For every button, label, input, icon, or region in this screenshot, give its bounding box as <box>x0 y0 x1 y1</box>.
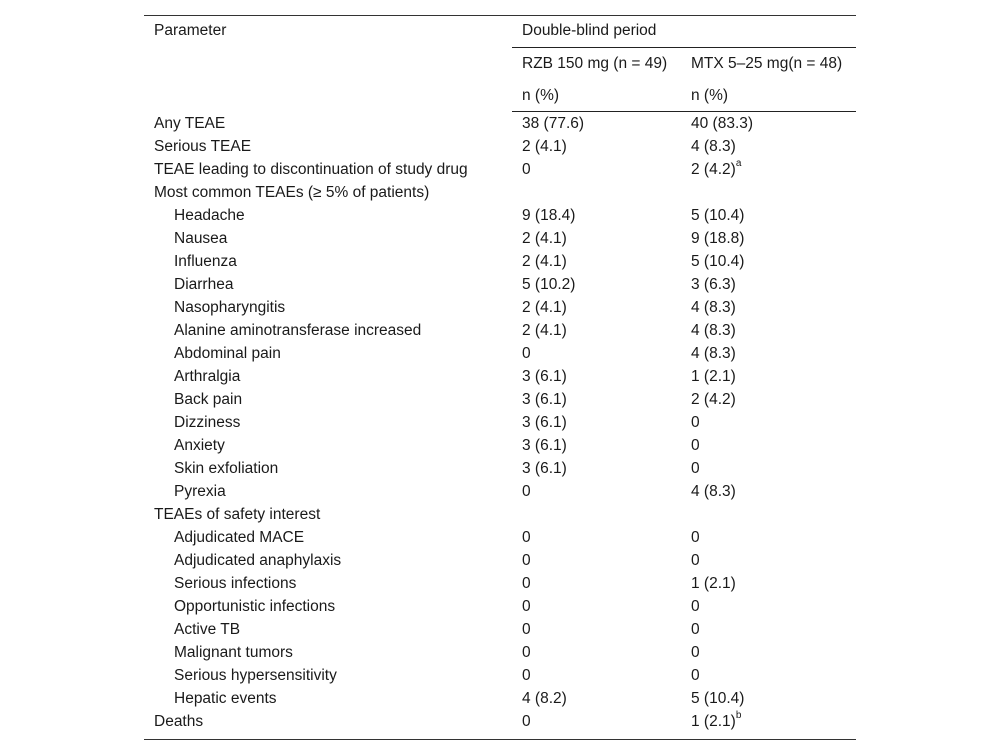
row-label: Any TEAE <box>154 115 226 132</box>
rzb-value: 0 <box>522 621 531 638</box>
rzb-value: 3 (6.1) <box>522 414 567 431</box>
mtx-cell <box>691 598 700 616</box>
table-row <box>144 414 856 437</box>
mtx-cell <box>691 483 736 501</box>
mtx-cell <box>691 644 700 662</box>
row-label: Active TB <box>174 621 241 638</box>
table-row <box>144 299 856 322</box>
mtx-value: 0 <box>691 460 700 477</box>
table-top-rule <box>144 15 856 16</box>
table-row <box>144 598 856 621</box>
row-label: Anxiety <box>174 437 225 454</box>
row-label: TEAE leading to discontinuation of study drug <box>154 161 468 178</box>
mtx-cell <box>691 322 736 340</box>
header-rzb-unit: n (%) <box>522 87 560 104</box>
row-label: Abdominal pain <box>174 345 281 362</box>
rzb-value: 3 (6.1) <box>522 437 567 454</box>
mtx-cell <box>691 690 744 708</box>
header-mtx-unit: n (%) <box>691 87 729 104</box>
rzb-value: 3 (6.1) <box>522 391 567 408</box>
table-row <box>144 345 856 368</box>
table-row <box>144 184 856 207</box>
header-mtx-column: MTX 5–25 mg(n = 48) <box>691 55 843 72</box>
rzb-value: 0 <box>522 529 531 546</box>
row-label: Serious TEAE <box>154 138 252 155</box>
rzb-value: 0 <box>522 713 531 730</box>
rzb-value: 2 (4.1) <box>522 230 567 247</box>
mtx-cell <box>691 437 700 455</box>
rzb-value: 38 (77.6) <box>522 115 585 132</box>
mtx-value: 9 (18.8) <box>691 230 745 247</box>
table-row <box>144 207 856 230</box>
rzb-value: 5 (10.2) <box>522 276 576 293</box>
row-label: TEAEs of safety interest <box>154 506 321 523</box>
table-row <box>144 506 856 529</box>
table-row <box>144 276 856 299</box>
rzb-value: 0 <box>522 552 531 569</box>
row-label: Diarrhea <box>174 276 234 293</box>
rzb-value: 2 (4.1) <box>522 253 567 270</box>
mtx-value: 1 (2.1) <box>691 575 736 592</box>
row-label: Back pain <box>174 391 243 408</box>
rzb-value: 0 <box>522 667 531 684</box>
mtx-value: 0 <box>691 552 700 569</box>
mtx-cell <box>691 529 700 547</box>
row-label: Influenza <box>174 253 237 270</box>
rzb-value: 0 <box>522 161 531 178</box>
header-rzb-column: RZB 150 mg (n = 49) <box>522 55 668 72</box>
rzb-value: 0 <box>522 598 531 615</box>
mtx-value: 4 (8.3) <box>691 483 736 500</box>
table-row <box>144 644 856 667</box>
rzb-value: 0 <box>522 483 531 500</box>
row-label: Nasopharyngitis <box>174 299 286 316</box>
mtx-cell <box>691 299 736 317</box>
table-row <box>144 575 856 598</box>
mtx-value: 0 <box>691 621 700 638</box>
mtx-value: 2 (4.2) <box>691 391 736 408</box>
footnote-marker: b <box>735 709 742 721</box>
table-row <box>144 483 856 506</box>
mtx-value: 3 (6.3) <box>691 276 736 293</box>
mtx-cell <box>691 253 744 271</box>
mtx-value: 0 <box>691 437 700 454</box>
rzb-value: 3 (6.1) <box>522 368 567 385</box>
table-row <box>144 460 856 483</box>
rzb-value: 0 <box>522 575 531 592</box>
mtx-cell <box>691 138 736 156</box>
mtx-cell <box>691 709 742 731</box>
mtx-value: 5 (10.4) <box>691 690 745 707</box>
rzb-value: 0 <box>522 644 531 661</box>
mtx-cell <box>691 460 700 478</box>
rzb-value: 4 (8.2) <box>522 690 567 707</box>
mtx-cell <box>691 621 700 639</box>
mtx-cell <box>691 368 736 386</box>
rzb-value: 2 (4.1) <box>522 322 567 339</box>
mtx-cell <box>691 115 753 133</box>
row-label: Hepatic events <box>174 690 277 707</box>
row-label: Opportunistic infections <box>174 598 336 615</box>
table-row <box>144 138 856 161</box>
mtx-value: 4 (8.3) <box>691 299 736 316</box>
rzb-value: 2 (4.1) <box>522 299 567 316</box>
header-bottom-rule <box>512 111 856 112</box>
row-label: Skin exfoliation <box>174 460 279 477</box>
mtx-cell <box>691 414 700 432</box>
row-label: Malignant tumors <box>174 644 293 661</box>
mtx-cell <box>691 157 742 179</box>
table-row <box>144 391 856 414</box>
row-label: Serious hypersensitivity <box>174 667 337 684</box>
table-row <box>144 253 856 276</box>
row-label: Adjudicated anaphylaxis <box>174 552 342 569</box>
mtx-value: 0 <box>691 644 700 661</box>
period-underline <box>512 47 856 48</box>
row-label: Most common TEAEs (≥ 5% of patients) <box>154 184 430 201</box>
mtx-value: 0 <box>691 667 700 684</box>
mtx-value: 1 (2.1) <box>691 368 736 385</box>
row-label: Pyrexia <box>174 483 226 500</box>
mtx-value: 2 (4.2) <box>691 161 736 178</box>
mtx-value: 4 (8.3) <box>691 322 736 339</box>
rzb-value: 0 <box>522 345 531 362</box>
row-label: Alanine aminotransferase increased <box>174 322 422 339</box>
row-label: Dizziness <box>174 414 241 431</box>
row-label: Serious infections <box>174 575 297 592</box>
rzb-value: 3 (6.1) <box>522 460 567 477</box>
table-bottom-rule <box>144 739 856 740</box>
mtx-value: 5 (10.4) <box>691 253 745 270</box>
table-row <box>144 230 856 253</box>
mtx-cell <box>691 230 744 248</box>
mtx-value: 0 <box>691 414 700 431</box>
table-row <box>144 552 856 575</box>
table-row <box>144 709 856 736</box>
mtx-cell <box>691 667 700 685</box>
table-row <box>144 322 856 345</box>
table-row <box>144 621 856 644</box>
rzb-value: 2 (4.1) <box>522 138 567 155</box>
mtx-value: 4 (8.3) <box>691 345 736 362</box>
table-row <box>144 529 856 552</box>
mtx-value: 5 (10.4) <box>691 207 745 224</box>
row-label: Headache <box>174 207 245 224</box>
mtx-cell <box>691 345 736 363</box>
header-period: Double-blind period <box>522 22 657 39</box>
mtx-value: 0 <box>691 598 700 615</box>
row-label: Arthralgia <box>174 368 241 385</box>
header-parameter: Parameter <box>154 22 227 39</box>
row-label: Nausea <box>174 230 228 247</box>
mtx-cell <box>691 207 744 225</box>
table-row <box>144 667 856 690</box>
row-label: Deaths <box>154 713 204 730</box>
mtx-cell <box>691 391 736 409</box>
row-label: Adjudicated MACE <box>174 529 305 546</box>
footnote-marker: a <box>735 157 742 169</box>
mtx-cell <box>691 276 736 294</box>
mtx-cell <box>691 552 700 570</box>
table-row <box>144 157 856 184</box>
rzb-value: 9 (18.4) <box>522 207 576 224</box>
mtx-value: 4 (8.3) <box>691 138 736 155</box>
table-row <box>144 437 856 460</box>
mtx-value: 1 (2.1) <box>691 713 736 730</box>
table-row <box>144 368 856 391</box>
mtx-value: 40 (83.3) <box>691 115 754 132</box>
mtx-cell <box>691 575 736 593</box>
table-row <box>144 115 856 138</box>
mtx-value: 0 <box>691 529 700 546</box>
table-row <box>144 690 856 713</box>
